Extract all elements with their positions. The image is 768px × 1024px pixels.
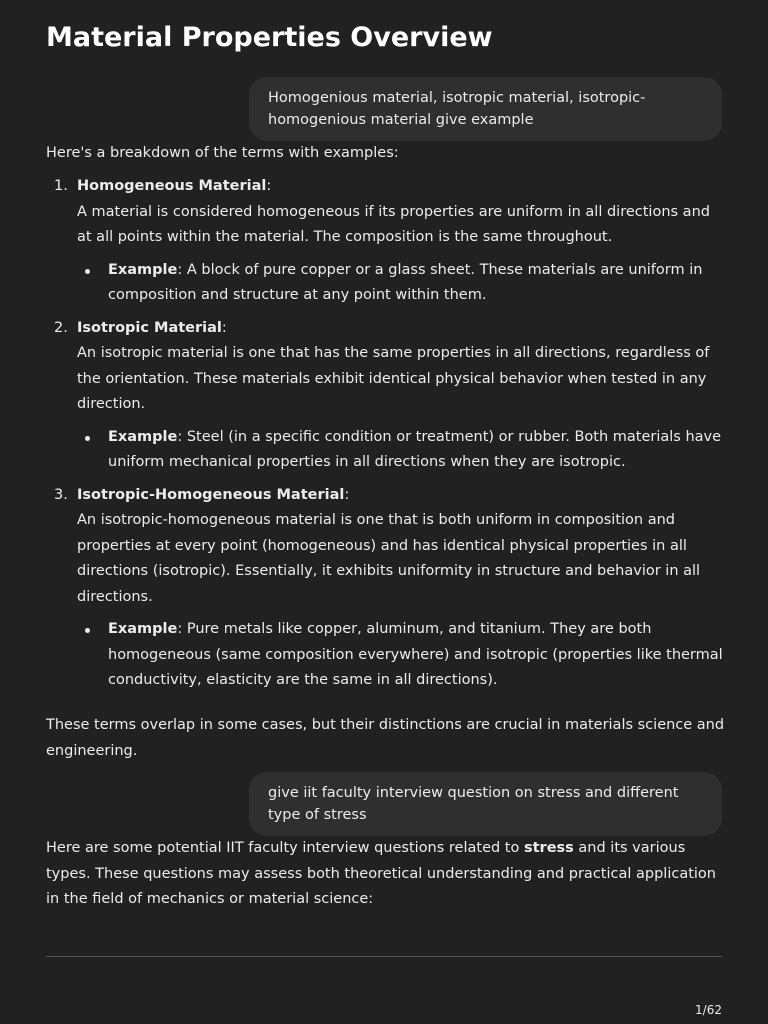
list-item: 1. Homogeneous Material: A material is considered homogeneous if its properties are uniform in all directions and at all points within the material. The composition is the same throughout. Example: A block of pure copper or a glass sheet. These materials are uniform in composition and structure at any point within them. <box>46 174 726 309</box>
page-indicator: 1/62 <box>695 1003 722 1017</box>
list-item: 3. Isotropic-Homogeneous Material: An isotropic-homogeneous material is one that is both uniform in composition and properties at every point (homogeneous) and has identical physical properties in all directions (isotropic). Essentially, it exhibits uniformity in structure and behavior in all directions. Example: Pure metals like copper, aluminum, and titanium. They are both homogeneous (same composition everywhere) and isotropic (properties like thermal conductivity, elasticity are the same in all directions). <box>46 483 726 694</box>
page-title: Material Properties Overview <box>46 22 493 53</box>
assistant-reply <box>46 836 726 913</box>
example-label: Example <box>108 428 178 445</box>
term-heading: Isotropic-Homogeneous Material <box>77 486 345 503</box>
example-text: : A block of pure copper or a glass sheet. These materials are uniform in composition and structure at any point within them. <box>108 261 703 303</box>
term-definition: A material is considered homogeneous if its properties are uniform in all directions and at all points within the material. The composition is the same throughout. <box>77 203 710 245</box>
reply-text-continued: and its various types. These questions may assess both theoretical understanding and practical application in the field of mechanics or material science: <box>46 840 716 907</box>
term-definition: An isotropic-homogeneous material is one that is both uniform in composition and properties at every point (homogeneous) and has identical physical properties in all directions (isotropic). Essentially, it exhibits uniformity in structure and behavior in all directions. <box>77 512 701 605</box>
example-text: : Steel (in a specific condition or treatment) or rubber. Both materials have uniform mechanical properties in all directions when they are isotropic. <box>108 428 722 470</box>
term-heading: Isotropic Material <box>77 319 222 336</box>
definitions-list <box>46 174 726 701</box>
list-number: 2. <box>54 319 68 336</box>
assistant-intro: Here's a breakdown of the terms with examples: <box>46 145 399 161</box>
reply-bold-term: stress <box>523 840 574 856</box>
example-bullet <box>77 258 726 309</box>
list-item: 2. Isotropic Material: An isotropic material is one that has the same properties in all directions, regardless of the orientation. These materials exhibit identical physical behavior when tested in any direction. Example: Steel (in a specific condition or treatment) or rubber. Both materials have uniform mechanical properties in all directions when they are isotropic. <box>46 316 726 476</box>
term-heading: Homogeneous Material <box>77 178 267 194</box>
user-message: give iit faculty interview question on stress and different type of stress <box>249 772 722 836</box>
example-bullet <box>77 425 726 476</box>
assistant-summary: These terms overlap in some cases, but their distinctions are crucial in materials science and engineering. <box>46 717 725 759</box>
user-message: Homogenious material, isotropic material, isotropic-homogenious material give example <box>249 77 722 141</box>
term-definition: An isotropic material is one that has the same properties in all directions, regardless of the orientation. These materials exhibit identical physical behavior when tested in any direction. <box>77 345 710 412</box>
list-number: 1. <box>54 178 68 194</box>
example-label: Example <box>108 621 178 637</box>
example-bullet <box>77 617 726 694</box>
example-text: : Pure metals like copper, aluminum, and titanium. They are both homogeneous (same composition everywhere) and isotropic (properties like thermal conductivity, elasticity are the same in all directions). <box>108 621 723 688</box>
reply-text: Here are some potential IIT faculty interview questions related to <box>46 840 524 856</box>
divider <box>46 956 722 957</box>
example-label: Example <box>108 261 178 278</box>
list-number: 3. <box>54 486 68 503</box>
